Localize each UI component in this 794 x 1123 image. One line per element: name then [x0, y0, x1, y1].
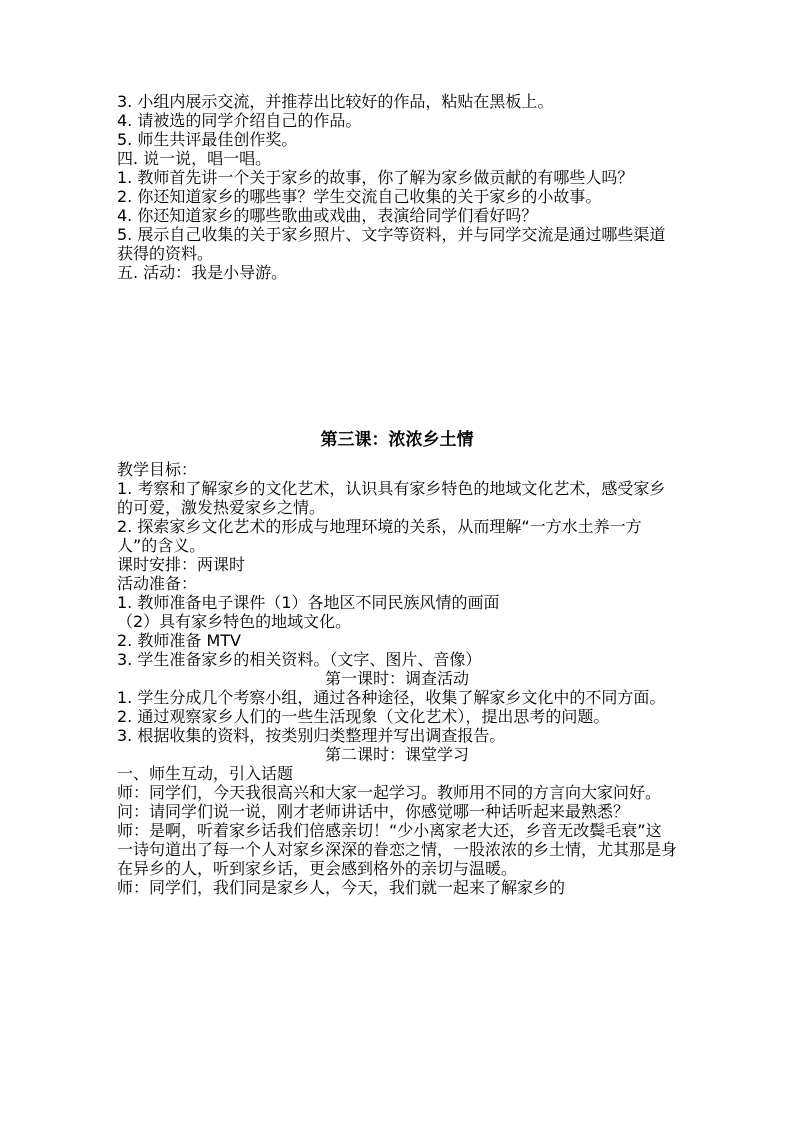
section-heading: 五. 活动：我是小导游。 [117, 263, 288, 282]
previous-lesson-section [117, 92, 677, 282]
paragraph: 4. 你还知道家乡的哪些歌曲或戏曲，表演给同学们看好吗？ [117, 206, 538, 225]
dialogue-line: 问：请同学们说一说，刚才老师讲话中，你感觉哪一种话听起来最熟悉？ [117, 802, 630, 821]
paragraph: 5. 展示自己收集的关于家乡照片、文字等资料，并与同学交流是通过哪些渠道获得的资料。 [117, 225, 666, 263]
dialogue-line: 师：同学们，我们同是家乡人，今天，我们就一起来了解家乡的 [117, 878, 566, 897]
period-heading: 第一课时：调查活动 [324, 669, 469, 688]
goal-item: 1. 考察和了解家乡的文化艺术，认识具有家乡特色的地域文化艺术，感受家乡的可爱，激发热爱家乡之情。 [117, 479, 666, 517]
period-item: 1. 学生分成几个考察小组，通过各种途径，收集了解家乡文化中的不同方面。 [117, 688, 666, 707]
goal-item: 2. 探索家乡文化艺术的形成与地理环境的关系，从而理解“一方水土养一方人”的含义。 [117, 517, 642, 555]
paragraph: 1. 教师首先讲一个关于家乡的故事，你了解为家乡做贡献的有哪些人吗？ [117, 168, 634, 187]
goals-heading: 教学目标： [117, 460, 198, 479]
subsection-heading: 一、师生互动，引入话题 [117, 764, 294, 783]
period-item: 2. 通过观察家乡人们的一些生活现象（文化艺术），提出思考的问题。 [117, 707, 610, 726]
period-heading: 第二课时：课堂学习 [324, 745, 469, 764]
paragraph: 4. 请被选的同学介绍自己的作品。 [117, 111, 362, 130]
section-heading: 四. 说一说，唱一唱。 [117, 149, 272, 168]
paragraph: 3. 小组内展示交流，并推荐出比较好的作品，粘贴在黑板上。 [117, 92, 554, 111]
dialogue-line: 师：是啊，听着家乡话我们倍感亲切！“少小离家老大还，乡音无改鬓毛衰”这一诗句道出了每一个人对家乡深深的眷恋之情，一股浓浓的乡土情，尤其那是身在异乡的人，听到家乡话，更会感到格外的亲切与温暖。 [117, 821, 678, 878]
prep-heading: 活动准备： [117, 574, 198, 593]
paragraph: 5. 师生共评最佳创作奖。 [117, 130, 298, 149]
prep-item: 1. 教师准备电子课件（1）各地区不同民族风情的画面 [117, 593, 500, 612]
prep-item: 3. 学生准备家乡的相关资料。（文字、图片、音像） [117, 650, 482, 669]
prep-item: （2）具有家乡特色的地域文化。 [117, 612, 352, 631]
prep-item: 2. 教师准备 MTV [117, 631, 241, 650]
period-item: 3. 根据收集的资料，按类别归类整理并写出调查报告。 [117, 726, 506, 745]
schedule-line: 课时安排：两课时 [117, 555, 246, 574]
dialogue-line: 师：同学们，今天我很高兴和大家一起学习。教师用不同的方言向大家问好。 [117, 783, 662, 802]
lesson-body [117, 460, 677, 897]
paragraph: 2. 你还知道家乡的哪些事？学生交流自己收集的关于家乡的小故事。 [117, 187, 602, 206]
lesson-title: 第三课：浓浓乡土情 [320, 430, 474, 450]
